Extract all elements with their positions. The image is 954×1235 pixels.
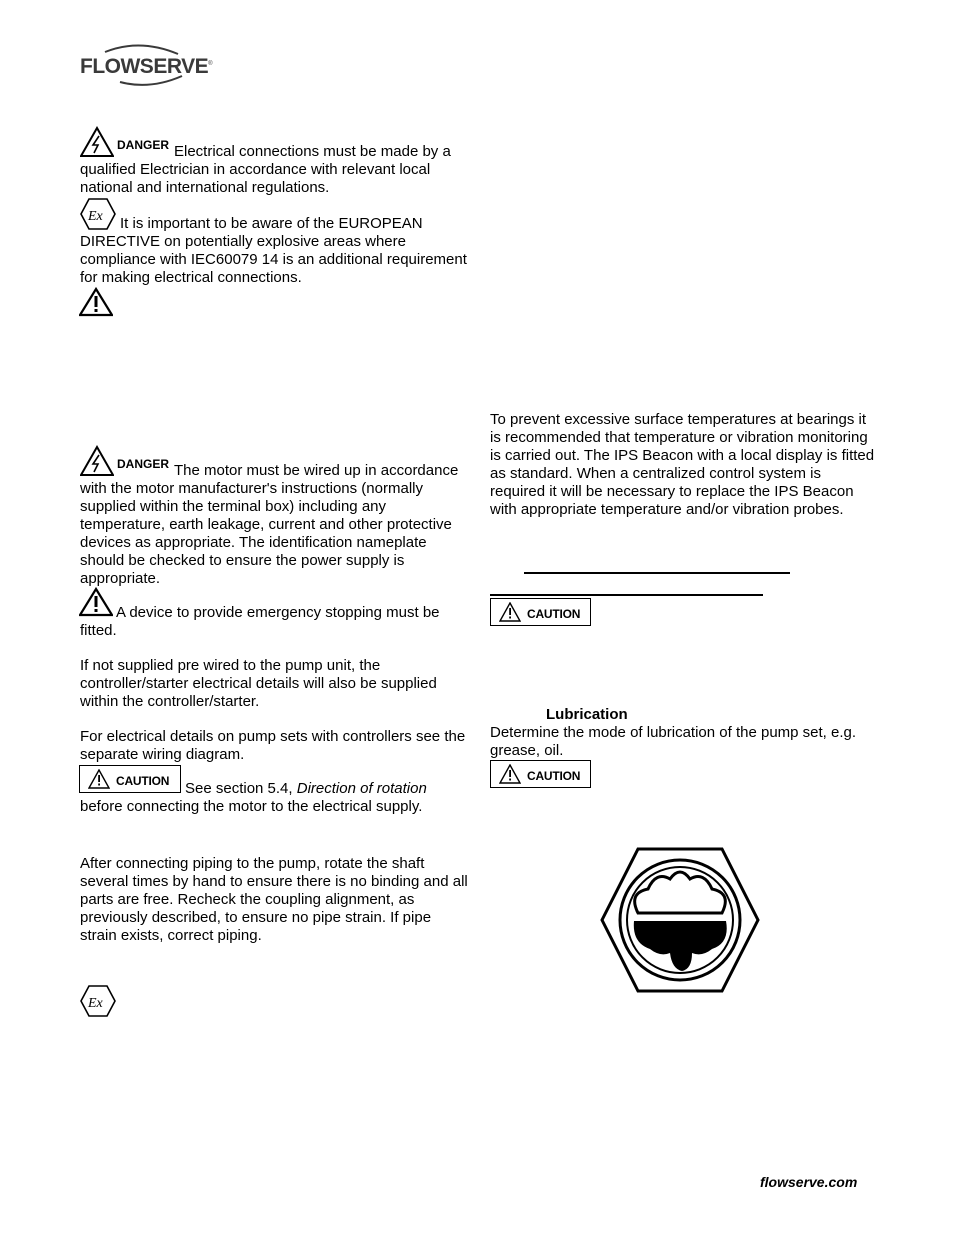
paragraph-electrical-connections: Electrical connections must be made by a qualified Electrician in accordance with relevant local national and international regulations. (80, 143, 451, 196)
text-see-section: See section 5.4, (185, 780, 297, 797)
svg-text:Ex: Ex (88, 996, 103, 1011)
paragraph-motor-wiring: The motor must be wired up in accordance with the motor manufacturer's instructions (normally supplied within the terminal box) including any temperature, earth leakage, current and other protective devices as appropriate. The identification nameplate should be checked to ensure the power supply is appropriate. (80, 462, 459, 587)
divider-line (490, 594, 763, 596)
paragraph-emergency-stop: A device to provide emergency stopping must be fitted. (80, 604, 440, 639)
paragraph-wiring-diagram: For electrical details on pump sets with controllers see the separate wiring diagram. (80, 728, 466, 763)
oil-sight-glass-icon (598, 845, 762, 995)
lubrication-heading: Lubrication (546, 706, 628, 723)
svg-text:Ex: Ex (88, 209, 103, 224)
paragraph-prewired: If not supplied pre wired to the pump unit, the controller/starter electrical details will also be supplied within the controller/starter. (80, 657, 437, 710)
caution-badge (490, 598, 591, 626)
footer-site[interactable]: flowserve.com (760, 1174, 858, 1190)
danger-label: DANGER (117, 457, 170, 471)
paragraph-surface-temperature: To prevent excessive surface temperatures at bearings it is recommended that temperature or vibration monitoring is carried out. The IPS Beacon with a local display is fitted as standard. When a centralized control system is required it will be necessary to replace the IPS Beacon with appropriate temperature and/or vibration probes. (490, 411, 875, 518)
caution-badge (490, 760, 591, 788)
logo-text: FLOWSERVE® (80, 55, 213, 78)
caution-warning-icon (499, 602, 521, 622)
divider-line (524, 572, 790, 574)
text-before-connecting: before connecting the motor to the electrical supply. (80, 798, 423, 815)
danger-label: DANGER (117, 138, 170, 152)
caution-label: CAUTION (116, 774, 170, 788)
paragraph-european-directive: It is important to be aware of the EUROPEAN DIRECTIVE on potentially explosive areas where compliance with IEC60079 14 is an additional requirement for making electrical connections. (80, 215, 467, 286)
caution-label: CAUTION (527, 607, 581, 621)
paragraph-direction-rotation (80, 780, 470, 816)
warning-icon (79, 287, 113, 317)
caution-warning-icon (499, 764, 521, 784)
caution-label: CAUTION (527, 769, 581, 783)
text-direction-of-rotation: Direction of rotation (296, 780, 427, 797)
paragraph-rotate-shaft: After connecting piping to the pump, rotate the shaft several times by hand to ensure there is no binding and all parts are free. Recheck the coupling alignment, as previously described, to ensure no pipe strain. If pipe strain exists, correct piping. (80, 855, 468, 944)
paragraph-lubrication: Determine the mode of lubrication of the pump set, e.g. grease, oil. (490, 724, 857, 759)
ex-explosion-icon (80, 985, 116, 1017)
